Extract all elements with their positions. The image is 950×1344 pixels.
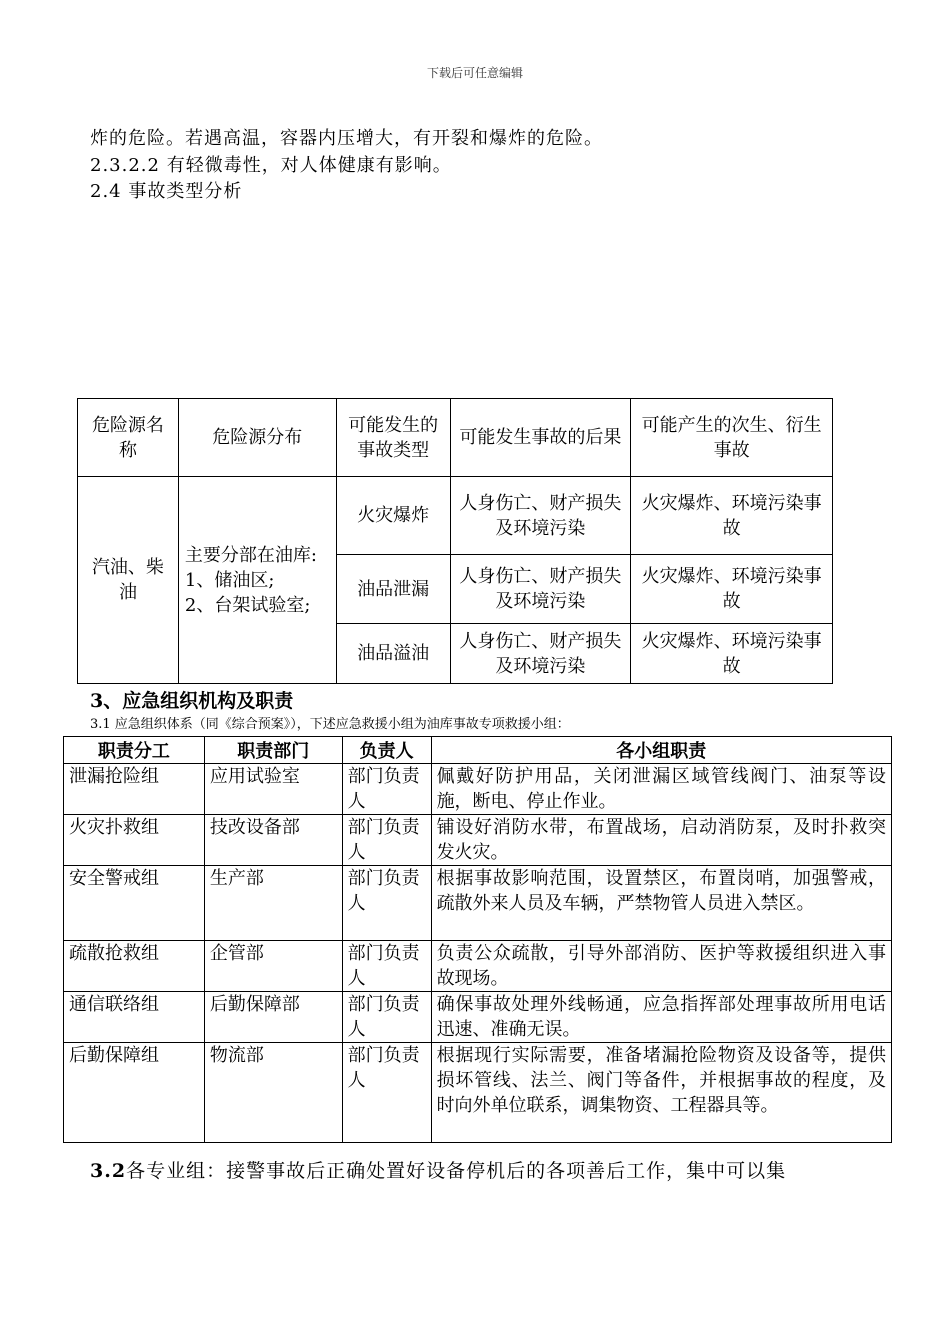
hazard-consequence: 人身伤亡、财产损失及环境污染 (450, 477, 631, 555)
paragraph-2: 2.3.2.2 有轻微毒性，对人体健康有影响。 (90, 155, 452, 176)
org-table-header-row (64, 737, 892, 764)
hazard-header-type: 可能发生的事故类型 (336, 399, 450, 477)
page-header: 下载后可任意编辑 (426, 66, 523, 80)
org-group: 后勤保障组 (64, 1043, 205, 1143)
hazard-secondary: 火灾爆炸、环境污染事故 (631, 477, 833, 555)
hazard-source-name: 汽油、柴油 (78, 477, 179, 684)
org-row (64, 815, 892, 866)
org-header-lead: 负责人 (342, 737, 431, 764)
org-group: 泄漏抢险组 (64, 764, 205, 815)
org-header-dept: 职责部门 (204, 737, 342, 764)
hazard-consequence: 人身伤亡、财产损失及环境污染 (450, 555, 631, 624)
org-row (64, 992, 892, 1043)
hazard-secondary: 火灾爆炸、环境污染事故 (631, 555, 833, 624)
hazard-header-distribution: 危险源分布 (178, 399, 336, 477)
org-duty: 根据事故影响范围，设置禁区，布置岗哨，加强警戒，疏散外来人员及车辆，严禁物管人员进入禁区。 (431, 866, 891, 941)
org-duty: 负责公众疏散，引导外部消防、医护等救援组织进入事故现场。 (431, 941, 891, 992)
hazard-row (78, 477, 833, 555)
org-lead: 部门负责人 (342, 941, 431, 992)
org-duty: 佩戴好防护用品，关闭泄漏区域管线阀门、油泵等设施，断电、停止作业。 (431, 764, 891, 815)
section-2-4-heading: 2.4 事故类型分析 (90, 181, 243, 202)
org-row (64, 1043, 892, 1143)
org-header-duty: 各小组职责 (431, 737, 891, 764)
org-table (63, 736, 892, 1143)
org-lead: 部门负责人 (342, 815, 431, 866)
org-group: 安全警戒组 (64, 866, 205, 941)
org-duty: 根据现行实际需要，准备堵漏抢险物资及设备等，提供损坏管线、法兰、阀门等备件，并根据事故的程度，及时向外单位联系，调集物资、工程器具等。 (431, 1043, 891, 1143)
org-row (64, 764, 892, 815)
org-header-group: 职责分工 (64, 737, 205, 764)
org-dept: 应用试验室 (204, 764, 342, 815)
org-dept: 物流部 (204, 1043, 342, 1143)
section-3-2-text: 各专业组：接警事故后正确处置好设备停机后的各项善后工作，集中可以集 (126, 1160, 787, 1182)
org-group: 通信联络组 (64, 992, 205, 1043)
hazard-header-name: 危险源名称 (78, 399, 179, 477)
hazard-consequence: 人身伤亡、财产损失及环境污染 (450, 624, 631, 684)
hazard-header-consequence: 可能发生事故的后果 (450, 399, 631, 477)
hazard-table (77, 398, 833, 684)
section-3-2-paragraph (90, 1156, 786, 1183)
hazard-type: 火灾爆炸 (336, 477, 450, 555)
org-dept: 后勤保障部 (204, 992, 342, 1043)
hazard-distribution: 主要分部在油库: 1、储油区; 2、台架试验室; (178, 477, 336, 684)
org-row (64, 866, 892, 941)
org-lead: 部门负责人 (342, 866, 431, 941)
org-duty: 确保事故处理外线畅通，应急指挥部处理事故所用电话迅速、准确无误。 (431, 992, 891, 1043)
org-dept: 技改设备部 (204, 815, 342, 866)
org-lead: 部门负责人 (342, 764, 431, 815)
org-group: 疏散抢救组 (64, 941, 205, 992)
org-lead: 部门负责人 (342, 1043, 431, 1143)
org-row (64, 941, 892, 992)
hazard-type: 油品泄漏 (336, 555, 450, 624)
hazard-header-secondary: 可能产生的次生、衍生事故 (631, 399, 833, 477)
paragraph-1: 炸的危险。若遇高温，容器内压增大，有开裂和爆炸的危险。 (90, 128, 603, 149)
org-dept: 生产部 (204, 866, 342, 941)
section-3-2-number: 3.2 (90, 1160, 127, 1182)
org-dept: 企管部 (204, 941, 342, 992)
hazard-secondary: 火灾爆炸、环境污染事故 (631, 624, 833, 684)
org-group: 火灾扑救组 (64, 815, 205, 866)
hazard-type: 油品溢油 (336, 624, 450, 684)
org-duty: 铺设好消防水带，布置战场，启动消防泵，及时扑救突发火灾。 (431, 815, 891, 866)
section-3-1-text: 3.1 应急组织体系（同《综合预案》），下述应急救援小组为油库事故专项救援小组： (90, 717, 570, 732)
org-lead: 部门负责人 (342, 992, 431, 1043)
hazard-table-header-row (78, 399, 833, 477)
section-3-title: 3、应急组织机构及职责 (90, 690, 294, 712)
